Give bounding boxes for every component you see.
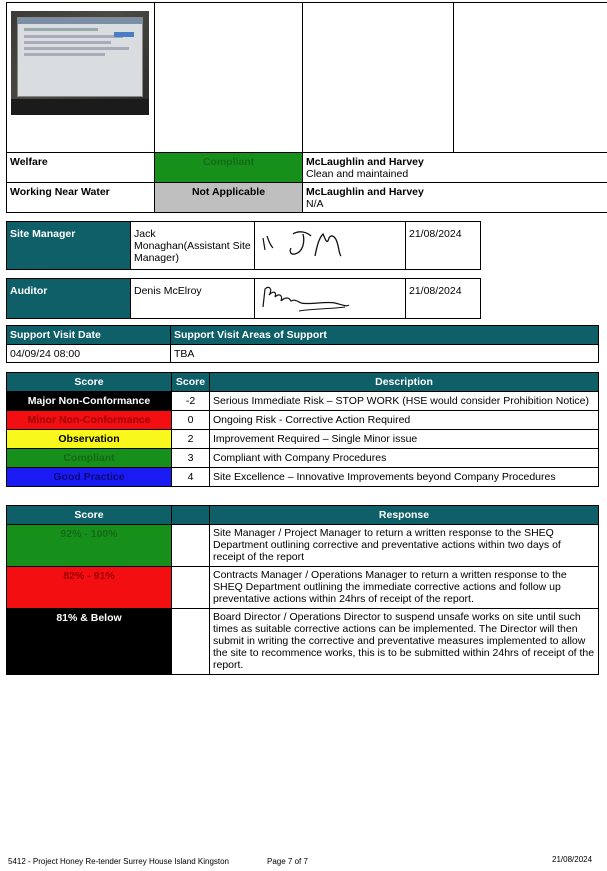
legend-score: 2 (172, 430, 210, 449)
site-manager-date: 21/08/2024 (406, 222, 481, 270)
auditor-signature (255, 279, 406, 319)
legend-header-description: Description (210, 373, 599, 392)
site-manager-label: Site Manager (7, 222, 131, 270)
response-header-score: Score (7, 506, 172, 525)
auditor-date: 21/08/2024 (406, 279, 481, 319)
status-row (7, 183, 607, 213)
legend-row (7, 449, 599, 468)
legend-row (7, 468, 599, 487)
legend-description: Serious Immediate Risk – STOP WORK (HSE would consider Prohibition Notice) (210, 392, 599, 411)
support-visit-table (6, 325, 599, 363)
response-header-response: Response (210, 506, 599, 525)
legend-category: Minor Non-Conformance (7, 411, 172, 430)
status-note: N/A (306, 198, 324, 210)
support-visit-date-header: Support Visit Date (7, 326, 171, 345)
auditor-table (6, 278, 481, 319)
support-visit-date-value: 04/09/24 08:00 (7, 345, 171, 363)
status-note: Clean and maintained (306, 168, 409, 180)
status-label: Working Near Water (7, 183, 155, 213)
legend-score: -2 (172, 392, 210, 411)
photo-cell (7, 3, 155, 153)
response-range: 81% & Below (7, 609, 172, 675)
status-badge: Compliant (155, 153, 303, 183)
response-text: Site Manager / Project Manager to return a written response to the SHEQ Department outlining corrective and preventative actions within two days of receipt of the report (210, 525, 599, 567)
score-legend-table (6, 372, 599, 487)
legend-category: Observation (7, 430, 172, 449)
legend-header-score: Score (7, 373, 172, 392)
legend-header-score-value: Score (172, 373, 210, 392)
footer-date: 21/08/2024 (552, 855, 593, 864)
legend-score: 4 (172, 468, 210, 487)
response-range: 82% - 91% (7, 567, 172, 609)
response-text: Contracts Manager / Operations Manager to return a written response to the SHEQ Department outlining the immediate corrective actions and follow up preventative actions within 24hrs of receipt of the report. (210, 567, 599, 609)
response-row (7, 609, 599, 675)
status-badge: Not Applicable (155, 183, 303, 213)
status-table (6, 152, 607, 213)
site-manager-signature (255, 222, 406, 270)
legend-row (7, 430, 599, 449)
legend-category: Good Practice (7, 468, 172, 487)
status-label: Welfare (7, 153, 155, 183)
legend-description: Compliant with Company Procedures (210, 449, 599, 468)
status-row (7, 153, 607, 183)
response-range: 92% - 100% (7, 525, 172, 567)
legend-description: Site Excellence – Innovative Improvements beyond Company Procedures (210, 468, 599, 487)
response-row (7, 525, 599, 567)
site-manager-name: Jack Monaghan(Assistant Site Manager) (131, 222, 255, 270)
footer-project: 5412 - Project Honey Re-tender Surrey House Island Kingston (8, 857, 230, 866)
legend-description: Ongoing Risk - Corrective Action Required (210, 411, 599, 430)
legend-description: Improvement Required – Single Minor issue (210, 430, 599, 449)
response-table (6, 505, 599, 675)
site-photo (11, 11, 149, 115)
legend-row (7, 411, 599, 430)
footer-page: Page 7 of 7 (267, 857, 308, 866)
contractor-name: McLaughlin and Harvey (306, 186, 424, 198)
site-manager-table (6, 221, 481, 270)
photo-grid (6, 2, 607, 153)
support-visit-areas-value: TBA (171, 345, 599, 363)
auditor-name: Denis McElroy (131, 279, 255, 319)
legend-category: Major Non-Conformance (7, 392, 172, 411)
legend-category: Compliant (7, 449, 172, 468)
response-row (7, 567, 599, 609)
legend-row (7, 392, 599, 411)
contractor-name: McLaughlin and Harvey (306, 156, 424, 168)
legend-score: 0 (172, 411, 210, 430)
response-header-blank (172, 506, 210, 525)
legend-score: 3 (172, 449, 210, 468)
support-visit-areas-header: Support Visit Areas of Support (171, 326, 599, 345)
auditor-label: Auditor (7, 279, 131, 319)
response-text: Board Director / Operations Director to suspend unsafe works on site until such times as suitable corrective actions can be implemented. The Director will then submit in writing the corrective and preventative measures implemented to allow the site to recommence works, this is to be submitted within 24hrs of receipt of the report. (210, 609, 599, 675)
